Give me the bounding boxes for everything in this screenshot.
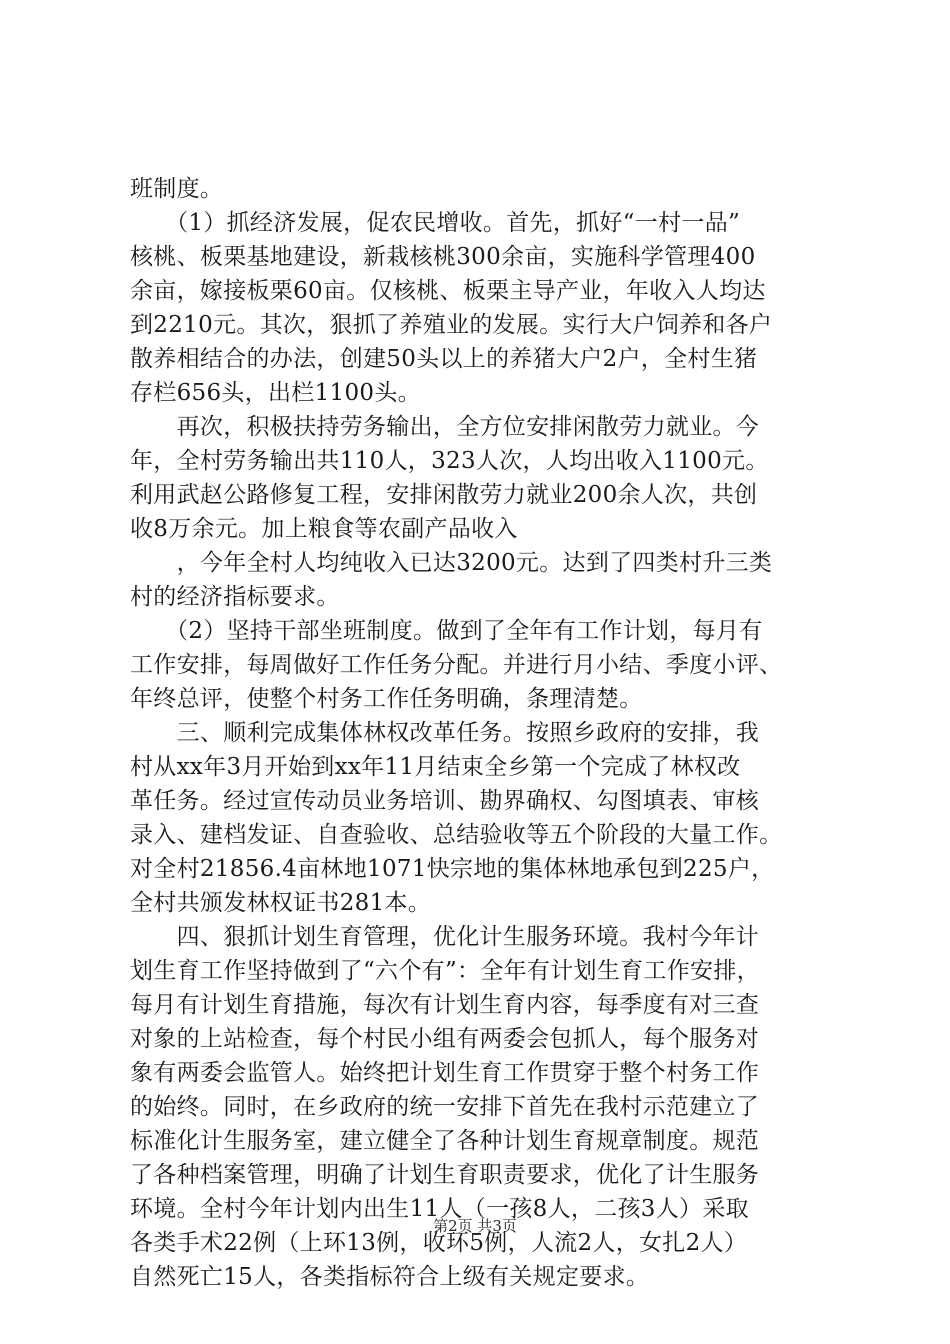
text-line: 班制度。 bbox=[130, 176, 224, 202]
text-line: 村从xx年3月开始到xx年11月结束全乡第一个完成了林权改 bbox=[130, 754, 741, 780]
text-line: （2）坚持干部坐班制度。做到了全年有工作计划，每月有 bbox=[130, 618, 763, 644]
text-line: 到2210元。其次，狠抓了养殖业的发展。实行大户饲养和各户 bbox=[130, 312, 773, 338]
text-line: 散养相结合的办法，创建50头以上的养猪大户2户，全村生猪 bbox=[130, 346, 758, 372]
page-footer: 第2页 共3页 bbox=[433, 1217, 517, 1235]
text-line: 划生育工作坚持做到了“六个有”：全年有计划生育工作安排， bbox=[130, 958, 760, 984]
text-line: 了各种档案管理，明确了计划生育职责要求，优化了计生服务 bbox=[130, 1162, 760, 1188]
text-line: 工作安排，每周做好工作任务分配。并进行月小结、季度小评、 bbox=[130, 652, 783, 678]
text-line: 年终总评，使整个村务工作任务明确，条理清楚。 bbox=[130, 686, 643, 712]
text-line: 对象的上站检查，每个村民小组有两委会包抓人，每个服务对 bbox=[130, 1026, 760, 1052]
text-line: 的始终。同时，在乡政府的统一安排下首先在我村示范建立了 bbox=[130, 1094, 760, 1120]
text-line: （1）抓经济发展，促农民增收。首先，抓好“一村一品” bbox=[130, 210, 741, 236]
text-line: 自然死亡15人，各类指标符合上级有关规定要求。 bbox=[130, 1264, 650, 1290]
text-line: 余亩，嫁接板栗60亩。仅核桃、板栗主导产业，年收入人均达 bbox=[130, 278, 766, 304]
text-line: 存栏656头，出栏1100头。 bbox=[130, 380, 421, 406]
text-line: 收8万余元。加上粮食等农副产品收入 bbox=[130, 516, 518, 542]
text-line: 年，全村劳务输出共110人，323人次，人均出收入1100元。 bbox=[130, 448, 769, 474]
text-line: 各类手术22例（上环13例，收环5例，人流2人，女扎2人） bbox=[130, 1230, 748, 1256]
text-line: 象有两委会监管人。始终把计划生育工作贯穿于整个村务工作 bbox=[130, 1060, 760, 1086]
text-line: 利用武赵公路修复工程，安排闲散劳力就业200余人次，共创 bbox=[130, 482, 758, 508]
text-line: 四、狠抓计划生育管理，优化计生服务环境。我村今年计 bbox=[130, 924, 760, 950]
document-body bbox=[130, 172, 830, 1294]
text-line: 核桃、板栗基地建设，新栽核桃300余亩，实施科学管理400 bbox=[130, 244, 756, 270]
text-line: 对全村21856.4亩林地1071快宗地的集体林地承包到225户， bbox=[130, 856, 775, 882]
text-line: 每月有计划生育措施，每次有计划生育内容，每季度有对三查 bbox=[130, 992, 760, 1018]
text-line: 标准化计生服务室，建立健全了各种计划生育规章制度。规范 bbox=[130, 1128, 760, 1154]
text-line: ，今年全村人均纯收入已达3200元。达到了四类村升三类 bbox=[130, 550, 773, 576]
text-line: 再次，积极扶持劳务输出，全方位安排闲散劳力就业。今 bbox=[130, 414, 760, 440]
text-line: 全村共颁发林权证书281本。 bbox=[130, 890, 432, 916]
text-line: 革任务。经过宣传动员业务培训、勘界确权、勾图填表、审核 bbox=[130, 788, 760, 814]
text-line: 录入、建档发证、自查验收、总结验收等五个阶段的大量工作。 bbox=[130, 822, 783, 848]
text-line: 三、顺利完成集体林权改革任务。按照乡政府的安排，我 bbox=[130, 720, 760, 746]
text-line: 村的经济指标要求。 bbox=[130, 584, 340, 610]
text-line: 环境。全村今年计划内出生11人（一孩8人，二孩3人）采取 bbox=[130, 1196, 749, 1222]
